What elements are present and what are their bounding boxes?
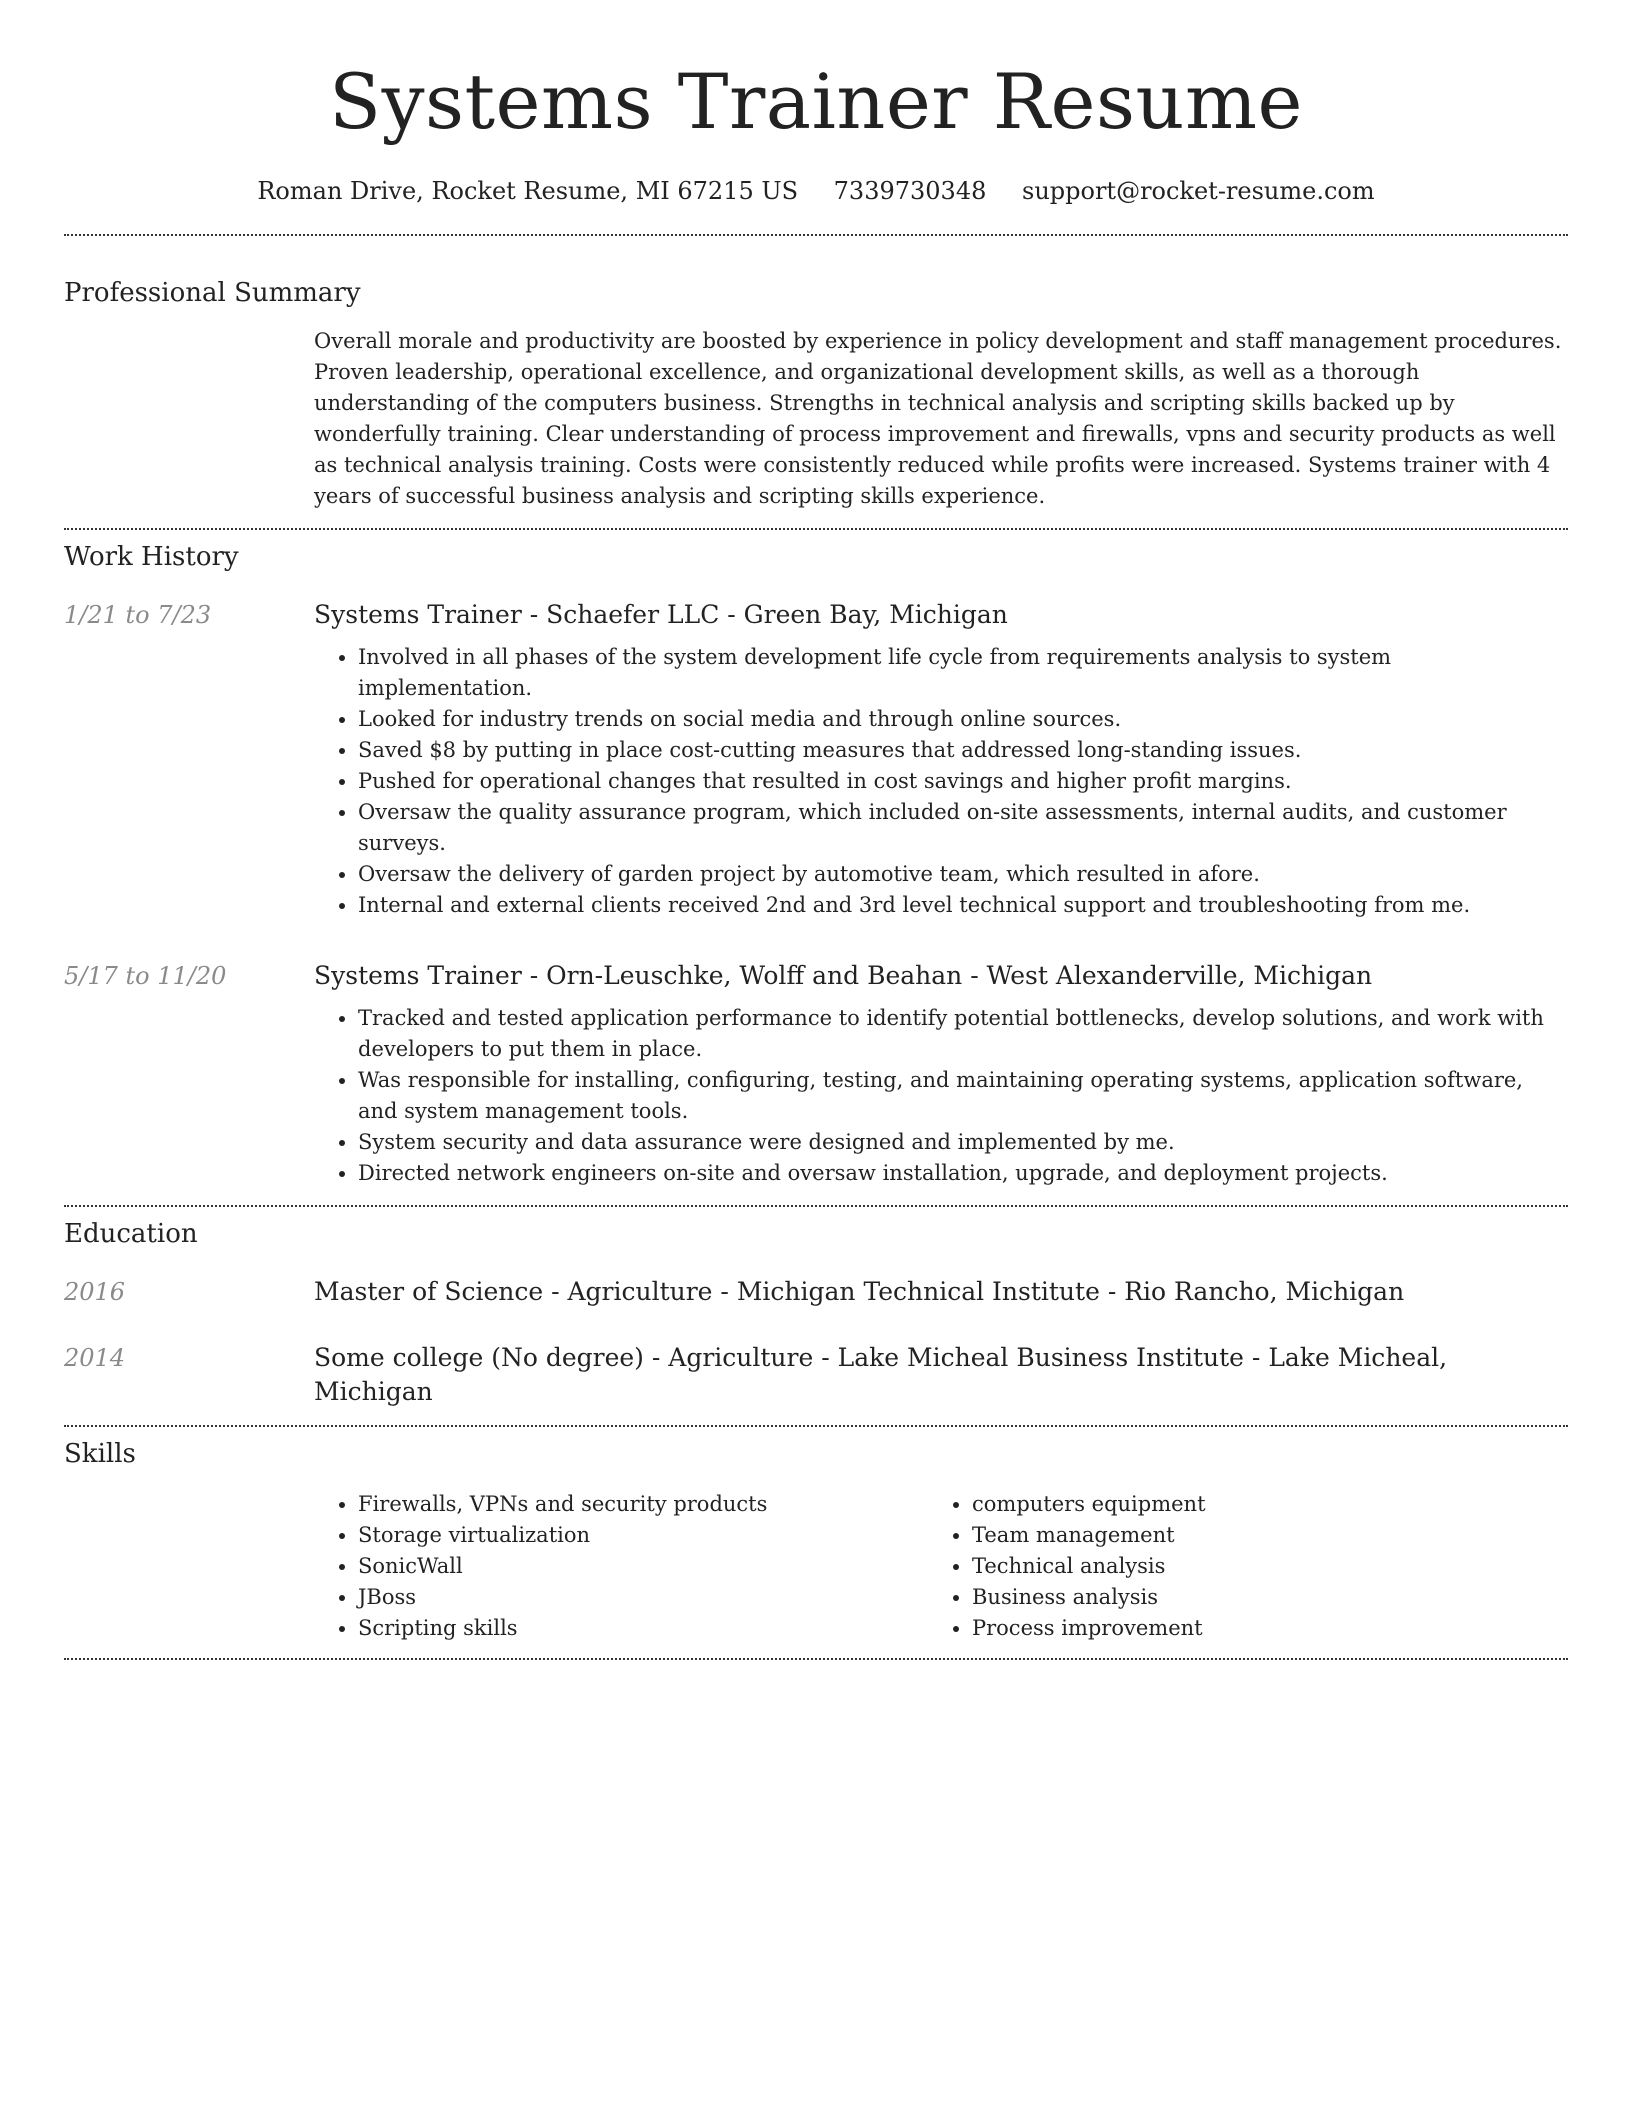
skill-item: • Process improvement <box>972 1613 1542 1644</box>
contact-email: support@rocket-resume.com <box>1022 177 1375 205</box>
job-dates: 1/21 to 7/23 <box>64 601 212 629</box>
divider <box>64 1425 1568 1427</box>
education-title: Master of Science - Agriculture - Michigan Technical Institute - Rio Rancho, Michigan <box>314 1277 1405 1306</box>
summary-text: Overall morale and productivity are boosted by experience in policy development and staff management procedures. Proven leadership, operational excellence, and organizational development skills, as well as a thorough understanding of the computers business. Strengths in technical analysis and scripting skills backed up by wonderfully training. Clear understanding of process improvement and firewalls, vpns and security products as well as technical analysis training. Costs were consistently reduced while profits were increased. Systems trainer with 4 years of successful business analysis and scripting skills experience. <box>314 329 1562 508</box>
job-entry <box>64 598 1568 921</box>
skill-item: • Business analysis <box>972 1582 1542 1613</box>
job-bullet: • Involved in all phases of the system development life cycle from requirements analysis to system implementation. <box>358 642 1568 704</box>
skill-item: • Firewalls, VPNs and security products <box>358 1489 928 1520</box>
job-body <box>314 959 1568 1189</box>
section-spacer <box>64 1409 1568 1425</box>
job-bullet: • Was responsible for installing, configuring, testing, and maintaining operating systems, application software, and system management tools. <box>358 1065 1568 1127</box>
divider <box>64 528 1568 530</box>
contact-address: Roman Drive, Rocket Resume, MI 67215 US <box>257 177 799 205</box>
contact-phone: 7339730348 <box>833 177 987 205</box>
summary-section <box>64 276 1568 528</box>
skill-item: • computers equipment <box>972 1489 1542 1520</box>
skill-item: • SonicWall <box>358 1551 928 1582</box>
resume-title: Systems Trainer Resume <box>329 57 1303 146</box>
job-bullets <box>314 1003 1568 1189</box>
skills-section <box>64 1437 1568 1658</box>
job-title: Systems Trainer - Orn-Leuschke, Wolff and Beahan - West Alexanderville, Michigan <box>314 961 1373 990</box>
skill-item: • Scripting skills <box>358 1613 928 1644</box>
skills-list <box>928 1489 1542 1644</box>
section-spacer <box>64 1189 1568 1205</box>
education-title: Some college (No degree) - Agriculture - Lake Micheal Business Institute - Lake Micheal, Michigan <box>314 1343 1448 1406</box>
education-section <box>64 1217 1568 1425</box>
job-bullet: • Internal and external clients received 2nd and 3rd level technical support and troubleshooting from me. <box>358 890 1568 921</box>
skill-item: • Storage virtualization <box>358 1520 928 1551</box>
skills-columns <box>314 1489 1568 1644</box>
education-year: 2014 <box>64 1344 126 1372</box>
education-entry <box>64 1275 1568 1309</box>
education-heading: Education <box>64 1219 198 1249</box>
skills-heading: Skills <box>64 1439 136 1469</box>
job-dates: 5/17 to 11/20 <box>64 962 227 990</box>
job-bullet: • System security and data assurance were designed and implemented by me. <box>358 1127 1568 1158</box>
skills-column-right <box>928 1489 1542 1644</box>
education-entry <box>64 1341 1568 1409</box>
skills-list <box>314 1489 928 1644</box>
job-entry <box>64 959 1568 1189</box>
skill-item: • JBoss <box>358 1582 928 1613</box>
summary-heading: Professional Summary <box>64 278 361 308</box>
job-bullet: • Tracked and tested application performance to identify potential bottlenecks, develop solutions, and work with developers to put them in place. <box>358 1003 1568 1065</box>
job-bullets <box>314 642 1568 921</box>
divider <box>64 1658 1568 1660</box>
job-bullet: • Pushed for operational changes that resulted in cost savings and higher profit margins. <box>358 766 1568 797</box>
divider <box>64 234 1568 236</box>
contact-line <box>64 174 1568 208</box>
summary-row <box>64 310 1568 528</box>
work-history-section <box>64 540 1568 1205</box>
skills-row <box>64 1471 1568 1658</box>
job-body <box>314 598 1568 921</box>
job-bullet: • Looked for industry trends on social media and through online sources. <box>358 704 1568 735</box>
skill-item: • Team management <box>972 1520 1542 1551</box>
job-bullet: • Directed network engineers on-site and oversaw installation, upgrade, and deployment projects. <box>358 1158 1568 1189</box>
skill-item: • Technical analysis <box>972 1551 1542 1582</box>
education-year: 2016 <box>64 1278 126 1306</box>
job-title: Systems Trainer - Schaefer LLC - Green Bay, Michigan <box>314 600 1008 629</box>
divider <box>64 1205 1568 1207</box>
job-bullet: • Saved $8 by putting in place cost-cutting measures that addressed long-standing issues. <box>358 735 1568 766</box>
skills-column-left <box>314 1489 928 1644</box>
job-bullet: • Oversaw the delivery of garden project by automotive team, which resulted in afore. <box>358 859 1568 890</box>
job-bullet: • Oversaw the quality assurance program, which included on-site assessments, internal audits, and customer surveys. <box>358 797 1568 859</box>
work-history-heading: Work History <box>64 542 239 572</box>
